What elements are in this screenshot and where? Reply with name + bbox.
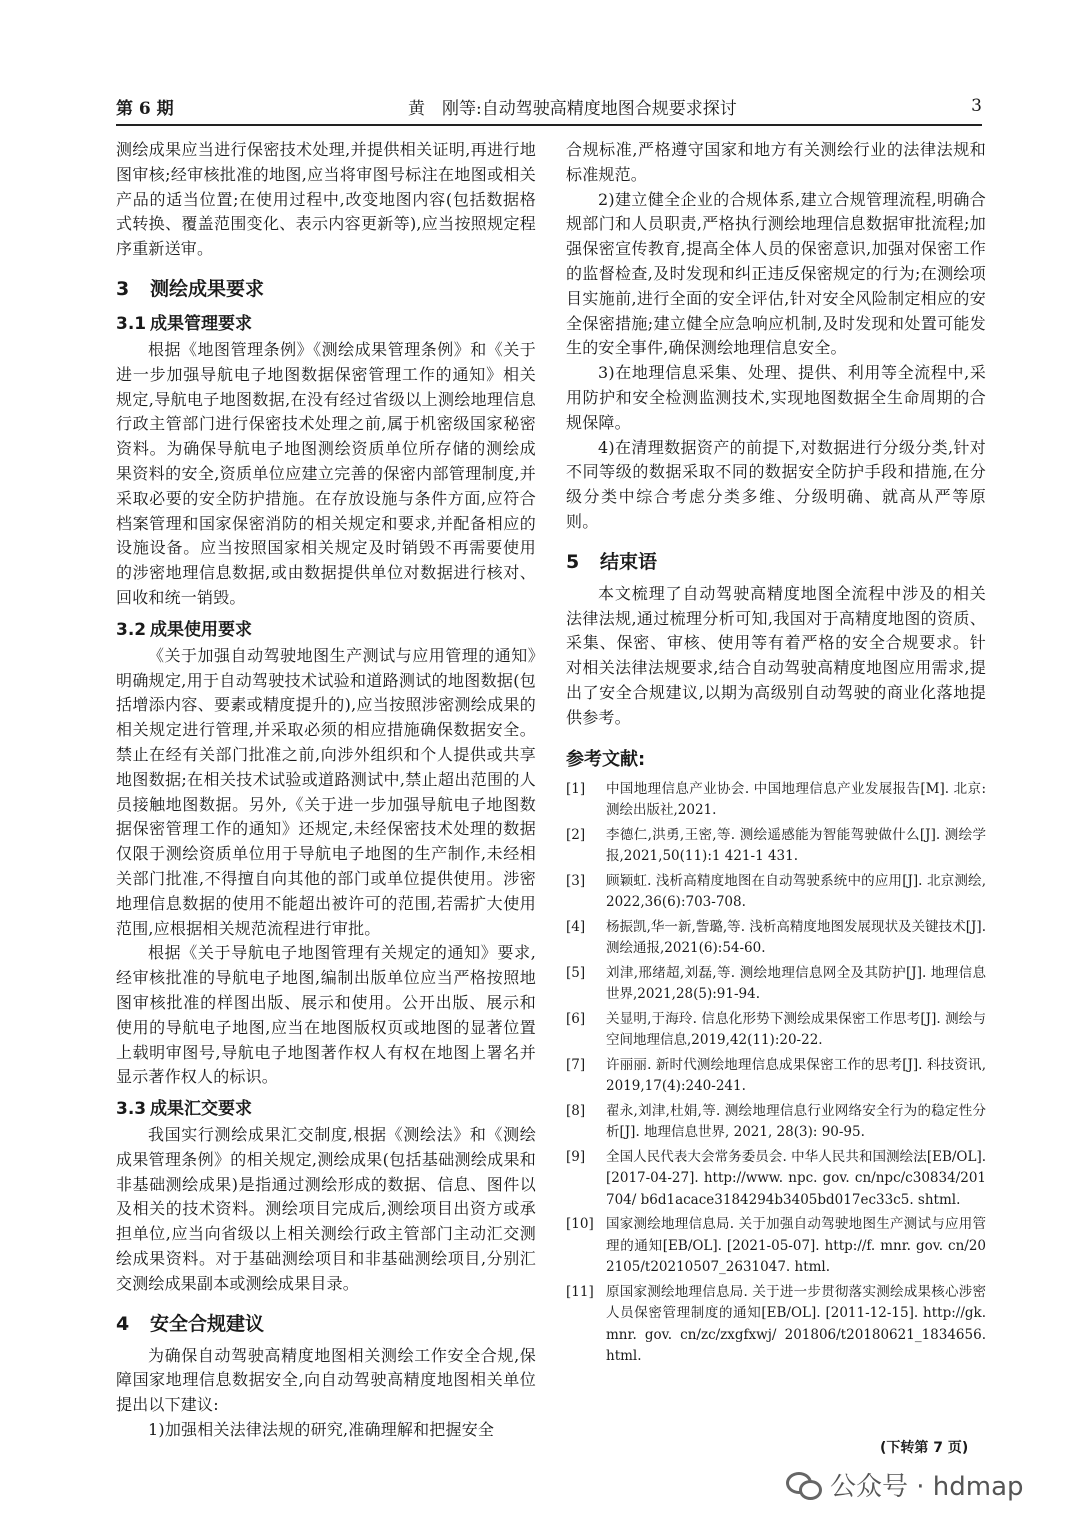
reference-index: [1] [566, 780, 586, 797]
wechat-icon [786, 1470, 820, 1498]
reference-index: [10] [566, 1216, 594, 1233]
section-title: 测绘成果要求 [150, 277, 265, 300]
reference-index: [9] [566, 1148, 586, 1165]
reference-item [566, 871, 986, 914]
reference-item [566, 1214, 986, 1279]
reference-index: [4] [566, 918, 586, 935]
references-list [566, 779, 986, 1368]
section-4-heading [116, 1309, 536, 1336]
section-5-heading [566, 547, 986, 574]
section-3-3-paragraph: 我国实行测绘成果汇交制度,根据《测绘法》和《测绘成果管理条例》的相关规定,测绘成果(包括基础测绘成果和非基础测绘成果)是指通过测绘形成的数据、信息、图件以及相关的技术资料。测绘项目完成后,测绘项目出资方或承担单位,应当向省级以上相关测绘行政主管部门主动汇交测绘成果资料。对于基础测绘项目和非基础测绘项目,分别汇交测绘成果副本或测绘成果目录。 [116, 1125, 536, 1293]
reference-index: [3] [566, 872, 586, 889]
section-number: 3.3 [116, 1099, 147, 1120]
reference-index: [8] [566, 1102, 586, 1119]
issue-number: 第 6 期 [116, 98, 174, 119]
section-4-item-3: 3)在地理信息采集、处理、提供、利用等全流程中,采用防护和安全检测监测技术,实现地图数据全生命周期的合规保障。 [566, 363, 986, 432]
section-3-1-paragraph: 根据《地图管理条例》《测绘成果管理条例》和《关于进一步加强导航电子地图数据保密管理工作的通知》相关规定,导航电子地图数据,在没有经过省级以上测绘地理信息行政主管部门进行保密技术处理之前,属于机密级国家秘密资料。为确保导航电子地图测绘资质单位所存储的测绘成果资料的安全,资质单位应建立完善的保密内部管理制度,并采取必要的安全防护措施。在存放设施与条件方面,应符合档案管理和国家保密消防的相关规定和要求,并配备相应的设施设备。应当按照国家相关规定及时销毁不再需要使用的涉密地理信息数据,或由数据提供单位对数据进行核对、回收和统一销毁。 [116, 339, 536, 607]
section-3-2-paragraph-1: 《关于加强自动驾驶地图生产测试与应用管理的通知》明确规定,用于自动驾驶技术试验和道路测试的地图数据(包括增添内容、要素或精度提升的),应当按照涉密测绘成果的相关规定进行管理,并采取必须的相应措施确保数据安全。禁止在经有关部门批准之前,向涉外组织和个人提供或共享地图数据;在相关技术试验或道路测试中,禁止超出范围的人员接触地图数据。另外,《关于进一步加强导航电子地图数据保密管理工作的通知》还规定,未经保密技术处理的数据仅限于测绘资质单位用于导航电子地图的生产制作,未经相关部门批准,不得擅自向其他的部门或单位提供使用。涉密地理信息数据的使用不能超出被许可的范围,若需扩大使用范围,应根据相关规范流程进行审批。 [116, 645, 536, 938]
section-number: 3.2 [116, 619, 147, 640]
watermark [786, 1462, 1024, 1506]
section-number: 5 [566, 550, 580, 573]
section-3-1-heading [116, 309, 536, 334]
reference-item [566, 963, 986, 1006]
right-column [566, 138, 986, 1371]
reference-index: [2] [566, 826, 586, 843]
reference-text: 原国家测绘地理信息局. 关于进一步贯彻落实测绘成果核心涉密人员保密管理制度的通知[EB/OL]. [2011-12-15]. http://gk. mnr. gov. cn/zc/zxgfxwj/ 201806/t20180621_1834656. html. [606, 1283, 986, 1365]
reference-text: 中国地理信息产业协会. 中国地理信息产业发展报告[M]. 北京:测绘出版社,2021. [606, 780, 986, 819]
reference-text: 顾颖虹. 浅析高精度地图在自动驾驶系统中的应用[J]. 北京测绘,2022,36(6):703-708. [606, 872, 986, 911]
reference-index: [7] [566, 1056, 586, 1073]
section-4-item-4: 4)在清理数据资产的前提下,对数据进行分级分类,针对不同等级的数据采取不同的数据安全防护手段和措施,在分级分类中综合考虑分类多维、分级明确、就高从严等原则。 [566, 437, 986, 531]
reference-item [566, 1055, 986, 1098]
reference-text: 刘津,邢绪超,刘磊,等. 测绘地理信息网全及其防护[J]. 地理信息世界,2021,28(5):91-94. [606, 964, 986, 1003]
left-column [116, 138, 536, 1443]
references-heading: 参考文献: [566, 748, 646, 770]
intro-paragraph: 测绘成果应当进行保密技术处理,并提供相关证明,再进行地图审核;经审核批准的地图,应当将审图号标注在地图或相关产品的适当位置;在使用过程中,改变地图内容(包括数据格式转换、覆盖范围变化、表示内容更新等),应当按照规定程序重新送审。 [116, 140, 536, 259]
section-3-heading [116, 274, 536, 301]
reference-text: 国家测绘地理信息局. 关于加强自动驾驶地图生产测试与应用管理的通知[EB/OL]. [2021-05-07]. http://f. mnr. gov. cn/202105/t20210507_2631047. html. [606, 1216, 986, 1276]
reference-item [566, 917, 986, 960]
section-4-paragraph: 为确保自动驾驶高精度地图相关测绘工作安全合规,保障国家地理信息数据安全,向自动驾驶高精度地图相关单位提出以下建议: [116, 1345, 536, 1415]
section-title: 成果管理要求 [150, 313, 252, 334]
section-3-2-paragraph-2: 根据《关于导航电子地图管理有关规定的通知》要求,经审核批准的导航电子地图,编制出版单位应当严格按照地图审核批准的样图出版、展示和使用。公开出版、展示和使用的导航电子地图,应当在地图版权页或地图的显著位置上载明审图号,导航电子地图著作权人有权在地图上署名并显示著作权人的标识。 [116, 943, 536, 1087]
section-3-2-heading [116, 615, 536, 640]
section-5-paragraph: 本文梳理了自动驾驶高精度地图全流程中涉及的相关法律法规,通过梳理分析可知,我国对于高精度地图的资质、采集、保密、审核、使用等有着严格的安全合规要求。针对相关法律法规要求,结合自动驾驶高精度地图应用需求,提出了安全合规建议,以期为高级别自动驾驶的商业化落地提供参考。 [566, 583, 986, 727]
section-number: 3.1 [116, 313, 147, 334]
header-rule [116, 124, 982, 126]
reference-item [566, 825, 986, 868]
watermark-text: 公众号 · hdmap [830, 1471, 1024, 1502]
section-4-item-2: 2)建立健全企业的合规体系,建立合规管理流程,明确合规部门和人员职责,严格执行测绘地理信息数据审批流程;加强保密宣传教育,提高全体人员的保密意识,加强对保密工作的监督检查,及时发现和纠正违反保密规定的行为;在测绘项目实施前,进行全面的安全评估,针对安全风险制定相应的安全保密措施;建立健全应急响应机制,及时发现和处置可能发生的安全事件,确保测绘地理信息安全。 [566, 189, 986, 358]
section-4-item-1-start: 1)加强相关法律法规的研究,准确理解和把握安全 [148, 1420, 495, 1440]
section-title: 结束语 [600, 550, 658, 573]
section-title: 成果汇交要求 [150, 1099, 252, 1120]
reference-index: [5] [566, 964, 586, 981]
section-title: 成果使用要求 [150, 619, 252, 640]
reference-text: 李德仁,洪勇,王密,等. 测绘遥感能为智能驾驶做什么[J]. 测绘学报,2021,50(11):1 421-1 431. [606, 826, 986, 865]
running-header [116, 92, 982, 120]
reference-text: 全国人民代表大会常务委员会. 中华人民共和国测绘法[EB/OL]. [2017-04-27]. http://www. npc. gov. cn/npc/c30834/201704/ b6d1acace3184294b3405bd017ec33c5. shtml. [606, 1148, 986, 1208]
reference-text: 杨振凯,华一新,訾璐,等. 浅析高精度地图发展现状及关键技术[J]. 测绘通报,2021(6):54-60. [606, 918, 986, 957]
reference-text: 翟永,刘津,杜娟,等. 测绘地理信息行业网络安全行为的稳定性分析[J]. 地理信息世界, 2021, 28(3): 90-95. [606, 1102, 986, 1141]
section-4-item-1-continued: 合规标准,严格遵守国家和地方有关测绘行业的法律法规和标准规范。 [566, 140, 986, 184]
reference-text: 许丽丽. 新时代测绘地理信息成果保密工作的思考[J]. 科技资讯,2019,17(4):240-241. [606, 1056, 986, 1095]
reference-item [566, 1282, 986, 1368]
reference-item [566, 1009, 986, 1052]
running-title: 黄 刚等:自动驾驶高精度地图合规要求探讨 [408, 98, 737, 119]
continued-note: (下转第 7 页) [880, 1440, 969, 1456]
reference-item [566, 1101, 986, 1144]
section-3-3-heading [116, 1094, 536, 1119]
reference-text: 关显明,于海玲. 信息化形势下测绘成果保密工作思考[J]. 测绘与空间地理信息,2019,42(11):20-22. [606, 1010, 986, 1049]
page-number: 3 [971, 96, 982, 116]
reference-item [566, 779, 986, 822]
reference-index: [6] [566, 1010, 586, 1027]
section-number: 3 [116, 277, 130, 300]
reference-item [566, 1147, 986, 1212]
section-number: 4 [116, 1312, 130, 1335]
section-title: 安全合规建议 [150, 1312, 265, 1335]
reference-index: [11] [566, 1283, 594, 1300]
